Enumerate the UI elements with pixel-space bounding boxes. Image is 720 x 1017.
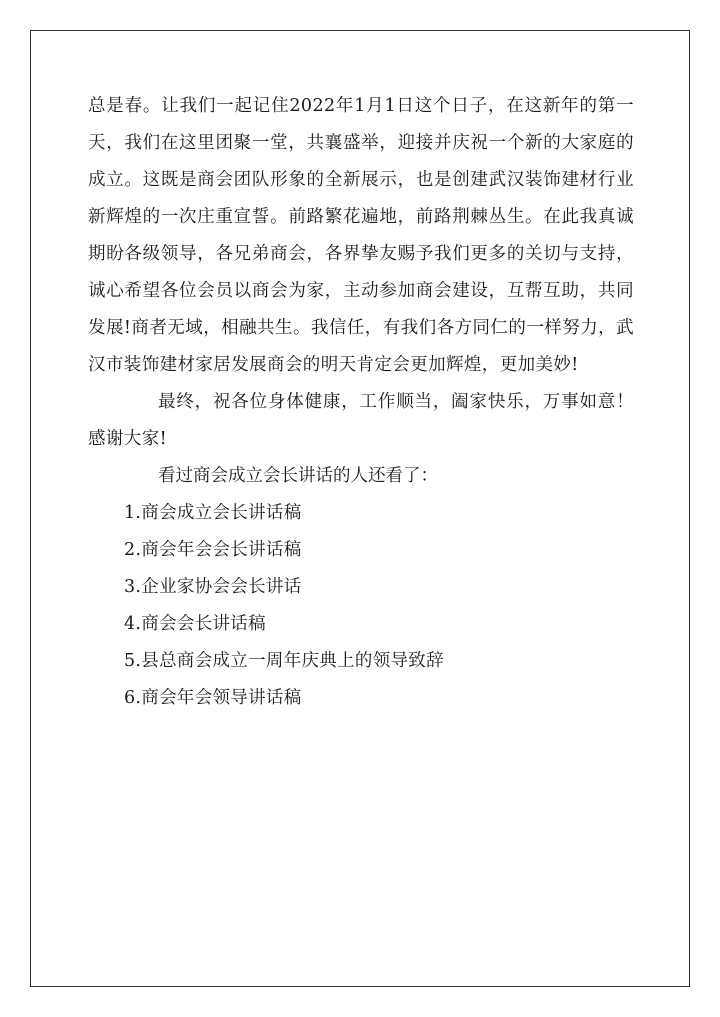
related-article-link[interactable]: 3.企业家协会会长讲话 — [124, 577, 302, 597]
related-article-link[interactable]: 4.商会会长讲话稿 — [124, 614, 266, 634]
related-articles-list — [88, 495, 634, 717]
related-article-link[interactable]: 2.商会年会会长讲话稿 — [124, 540, 302, 560]
related-articles-heading: 看过商会成立会长讲话的人还看了： — [158, 466, 438, 486]
body-paragraph-closing: 最终，祝各位身体健康，工作顺当，阖家快乐，万事如意！感谢大家! — [88, 392, 634, 449]
related-article-link[interactable]: 1.商会成立会长讲话稿 — [124, 503, 302, 523]
body-paragraph-1: 总是春。让我们一起记住2022年1月1日这个日子，在这新年的第一天，我们在这里团聚一堂，共襄盛举，迎接并庆祝一个新的大家庭的成立。这既是商会团队形象的全新展示，也是创建武汉装饰建材行业新辉煌的一次庄重宣誓。前路繁花遍地，前路荆棘丛生。在此我真诚期盼各级领导，各兄弟商会，各界挚友赐予我们更多的关切与支持，诚心希望各位会员以商会为家，主动参加商会建设，互帮互助，共同发展!商者无域，相融共生。我信任，有我们各方同仁的一样努力，武汉市装饰建材家居发展商会的明天肯定会更加辉煌，更加美妙! — [88, 96, 634, 375]
related-article-link[interactable]: 6.商会年会领导讲话稿 — [124, 688, 302, 708]
related-article-link[interactable]: 5.县总商会成立一周年庆典上的领导致辞 — [124, 651, 444, 671]
document-body — [88, 88, 634, 717]
